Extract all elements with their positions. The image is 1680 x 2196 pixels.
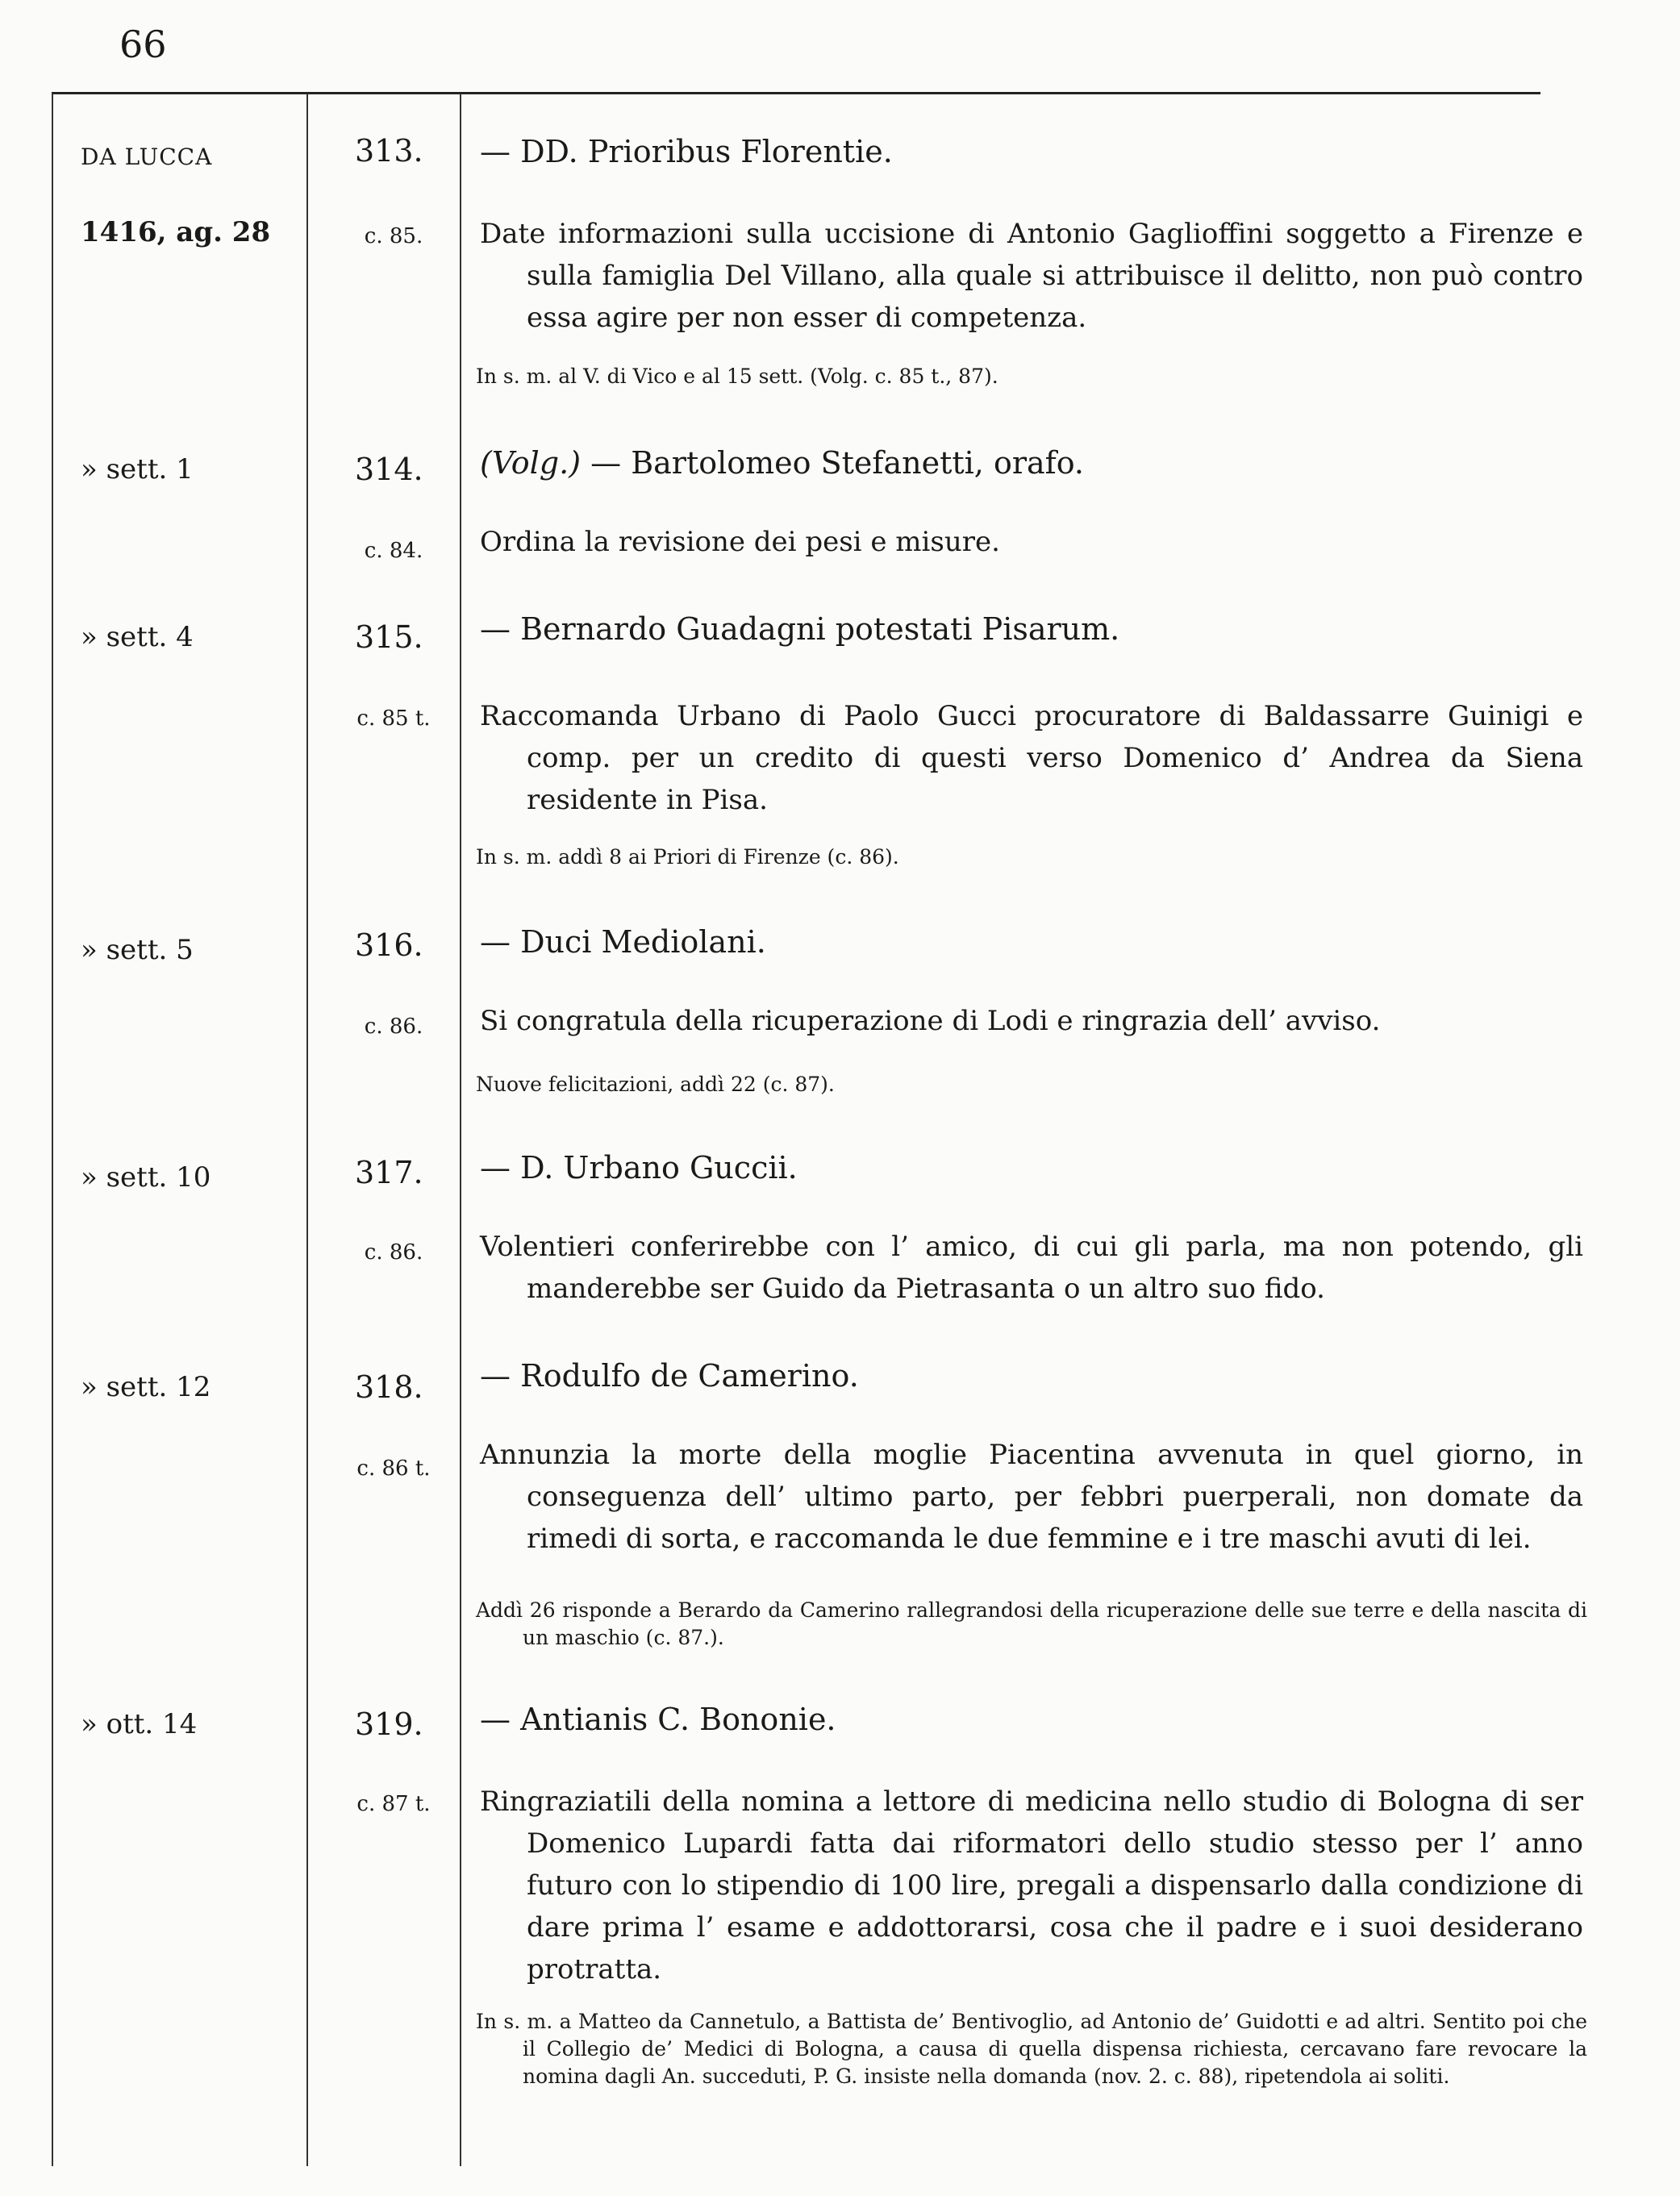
addressee-name: — Bartolomeo Stefanetti, orafo. bbox=[590, 445, 1084, 481]
entry-summary: Si congratula della ricuperazione di Lodi e ringrazia dell’ avviso. bbox=[480, 1005, 1381, 1037]
entry-note: In s. m. al V. di Vico e al 15 sett. (Volg. c. 85 t., 87). bbox=[476, 365, 998, 388]
entry-summary: Annunzia la morte della moglie Piacentina avvenuta in quel giorno, in conseguenza dell’ ultimo parto, per febbri puerperali, non domate da rimedi di sorta, e raccomanda le due femmine e i tre maschi avuti di lei. bbox=[480, 1439, 1583, 1555]
entry-summary: Ordina la revisione dei pesi e misure. bbox=[480, 526, 1000, 558]
entry-number: 319. bbox=[355, 1706, 423, 1742]
column-divider-date bbox=[306, 94, 308, 2166]
entry-number: 316. bbox=[355, 927, 423, 963]
entry-addressee: — Duci Mediolani. bbox=[480, 924, 766, 960]
entry-number: 314. bbox=[355, 452, 423, 487]
entry-addressee: — Rodulfo de Camerino. bbox=[480, 1358, 859, 1394]
entry-summary: Volentieri conferirebbe con l’ amico, di cui gli parla, ma non potendo, gli manderebbe ser Guido da Pietrasanta o un altro suo fido. bbox=[480, 1231, 1583, 1305]
header-rule bbox=[52, 92, 1540, 94]
entry-note: In s. m. addì 8 ai Priori di Firenze (c. 86). bbox=[476, 845, 899, 869]
sender-heading: DA LUCCA bbox=[81, 144, 213, 170]
entry-date: » sett. 12 bbox=[81, 1371, 211, 1403]
entry-date: » sett. 10 bbox=[81, 1161, 211, 1194]
entry-addressee: — Bernardo Guadagni potestati Pisarum. bbox=[480, 611, 1120, 647]
entry-number: 315. bbox=[355, 619, 423, 655]
entry-carta: c. 84. bbox=[364, 539, 423, 563]
entry-carta: c. 85 t. bbox=[356, 706, 431, 731]
entry-number: 318. bbox=[355, 1369, 423, 1405]
entry-carta: c. 86 t. bbox=[356, 1456, 431, 1481]
entry-addressee: — Antianis C. Bononie. bbox=[480, 1702, 836, 1737]
column-divider-number bbox=[460, 94, 461, 2166]
entry-carta: c. 86. bbox=[364, 1240, 423, 1265]
entry-addressee: — DD. Prioribus Florentie. bbox=[480, 134, 893, 169]
entry-summary: Raccomanda Urbano di Paolo Gucci procuratore di Baldassarre Guinigi e comp. per un credito di questi verso Domenico d’ Andrea da Siena residente in Pisa. bbox=[480, 700, 1583, 816]
entry-addressee bbox=[480, 445, 1084, 481]
entry-addressee: — D. Urbano Guccii. bbox=[480, 1150, 798, 1186]
entry-number: 317. bbox=[355, 1155, 423, 1190]
entry-carta: c. 86. bbox=[364, 1015, 423, 1039]
entry-date: » sett. 5 bbox=[81, 934, 194, 966]
entry-date: 1416, ag. 28 bbox=[81, 216, 271, 248]
entry-date: » sett. 1 bbox=[81, 453, 194, 485]
entry-summary: Ringraziatili della nomina a lettore di medicina nello studio di Bologna di ser Domenico Lupardi fatta dai riformatori dello studio stesso per l’ anno futuro con lo stipendio di 100 lire, pregali a dispensarlo dalla condizione di dare prima l’ esame e addottorarsi, cosa che il padre e i suoi desiderano protratta. bbox=[480, 1786, 1583, 1986]
entry-carta: c. 87 t. bbox=[356, 1792, 431, 1816]
entry-summary: Date informazioni sulla uccisione di Antonio Gaglioffini soggetto a Firenze e sulla famiglia Del Villano, alla quale si attribuisce il delitto, non può contro essa agire per non esser di competenza. bbox=[480, 218, 1583, 334]
entry-carta: c. 85. bbox=[364, 224, 423, 248]
volgare-marker: (Volg.) bbox=[480, 445, 582, 481]
entry-number: 313. bbox=[355, 133, 423, 169]
entry-note: In s. m. a Matteo da Cannetulo, a Battista de’ Bentivoglio, ad Antonio de’ Guidotti e ad altri. Sentito poi che il Collegio de’ Medici di Bologna, a causa di quella dispensa richiesta, cercavano fare revocare la nomina dagli An. succeduti, P. G. insiste nella domanda (nov. 2. c. 88), ripetendola ai soliti. bbox=[476, 2010, 1587, 2088]
entry-note: Nuove felicitazioni, addì 22 (c. 87). bbox=[476, 1073, 835, 1096]
column-divider-left bbox=[52, 94, 53, 2166]
entry-date: » sett. 4 bbox=[81, 621, 194, 653]
entry-date: » ott. 14 bbox=[81, 1708, 198, 1740]
entry-note: Addì 26 risponde a Berardo da Camerino rallegrandosi della ricuperazione delle sue terre e della nascita di un maschio (c. 87.). bbox=[476, 1598, 1587, 1649]
page-number: 66 bbox=[119, 23, 167, 66]
